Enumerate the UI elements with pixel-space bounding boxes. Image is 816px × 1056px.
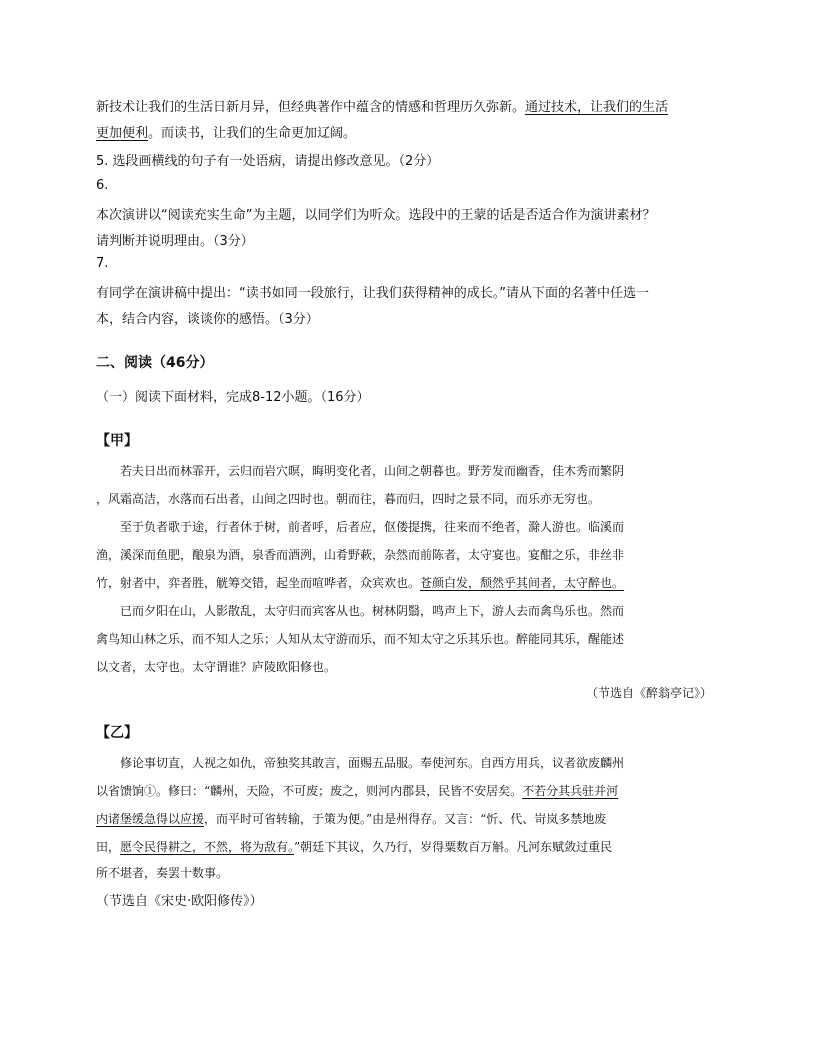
text-span: 田， (96, 840, 121, 854)
section-instruction: （一）阅读下面材料，完成8-12小题。（16分） (96, 390, 370, 405)
passage-line: 禽鸟知山林之乐，而不知人之乐；人知从太守游而乐，而不知太守之乐其乐也。醉能同其乐，醒能述 (96, 632, 625, 646)
passage-line (96, 810, 720, 827)
question-6-number: 6. (96, 178, 109, 193)
underlined-sentence: 苍颜白发，颓然乎其间者，太守醉也。 (420, 576, 625, 590)
question-7-text: 本，结合内容，谈谈你的感悟。（3分） (96, 312, 319, 327)
text-span: 竹，射者中，弈者胜，觥筹交错，起坐而喧哗者，众宾欢也。 (96, 576, 421, 590)
passage-line: 所不堪者，奏罢十数事。 (96, 866, 229, 880)
source-note: （节选自《醉翁亭记》） (585, 686, 712, 700)
text-span: ，而平时可省转输，于策为便。”由是州得存。又言：“忻、代、岢岚多禁地废 (204, 812, 607, 826)
section-heading: 二、阅读（46分） (96, 355, 214, 371)
passage-line: 渔，溪深而鱼肥，酿泉为酒，泉香而酒洌，山肴野蔌，杂然而前陈者，太守宴也。宴酣之乐，非丝非 (96, 548, 625, 562)
passage-line (96, 574, 720, 591)
text-span: 新技术让我们的生活日新月异，但经典著作中蕴含的情感和哲理历久弥新。 (96, 100, 526, 115)
underlined-sentence: 内诸堡缓急得以应援 (96, 812, 205, 826)
underlined-sentence: 愿令民得耕之，不然，将为敌有。 (120, 840, 295, 854)
text-span: ”朝廷下其议，久乃行，岁得粟数百万斛。凡河东赋敛过重民 (294, 840, 613, 854)
source-note: （节选自《宋史·欧阳修传》） (96, 894, 263, 909)
passage-line: 以文者，太守也。太守谓谁？庐陵欧阳修也。 (96, 660, 337, 674)
passage-yi-tag: 【乙】 (96, 725, 138, 741)
underlined-sentence: 不若分其兵驻并河 (522, 784, 619, 798)
question-7-number: 7. (96, 256, 109, 271)
passage-line: 已而夕阳在山，人影散乱，太守归而宾客从也。树林阴翳，鸣声上下，游人去而禽鸟乐也。然而 (120, 604, 625, 618)
passage-line: 修论事切直，人视之如仇，帝独奖其敢言，面赐五品服。奉使河东。自西方用兵，议者欲废麟州 (120, 756, 625, 770)
question-6-text: 本次演讲以“阅读充实生命”为主题，以同学们为听众。选段中的王蒙的话是否适合作为演讲素材？ (96, 208, 656, 223)
passage-line: ，风霜高洁，水落而石出者，山间之四时也。朝而往，暮而归，四时之景不同，而乐亦无穷也。 (96, 492, 601, 506)
passage-line (96, 782, 720, 799)
passage-line (96, 122, 720, 141)
question-5: 5. 选段画横线的句子有一处语病，请提出修改意见。（2分） (96, 154, 440, 169)
passage-line (96, 96, 720, 115)
text-span: 以省馈饷①。修曰：“麟州，天险，不可废；废之，则河内郡县，民皆不安居矣。 (96, 784, 523, 798)
text-span: 。而读书，让我们的生命更加辽阔。 (148, 126, 357, 141)
question-6-text: 请判断并说明理由。（3分） (96, 234, 254, 249)
passage-line (96, 838, 720, 855)
passage-jia-tag: 【甲】 (96, 433, 138, 449)
underlined-sentence: 更加便利 (96, 126, 149, 141)
passage-line: 若夫日出而林霏开，云归而岩穴暝，晦明变化者，山间之朝暮也。野芳发而幽香，佳木秀而繁阴 (120, 464, 625, 478)
question-7-text: 有同学在演讲稿中提出：“读书如同一段旅行，让我们获得精神的成长。”请从下面的名著中任选一 (96, 286, 649, 301)
passage-line: 至于负者歌于途，行者休于树，前者呼，后者应，伛偻提携，往来而不绝者，滁人游也。临溪而 (120, 520, 625, 534)
underlined-sentence: 通过技术，让我们的生活 (525, 100, 669, 115)
